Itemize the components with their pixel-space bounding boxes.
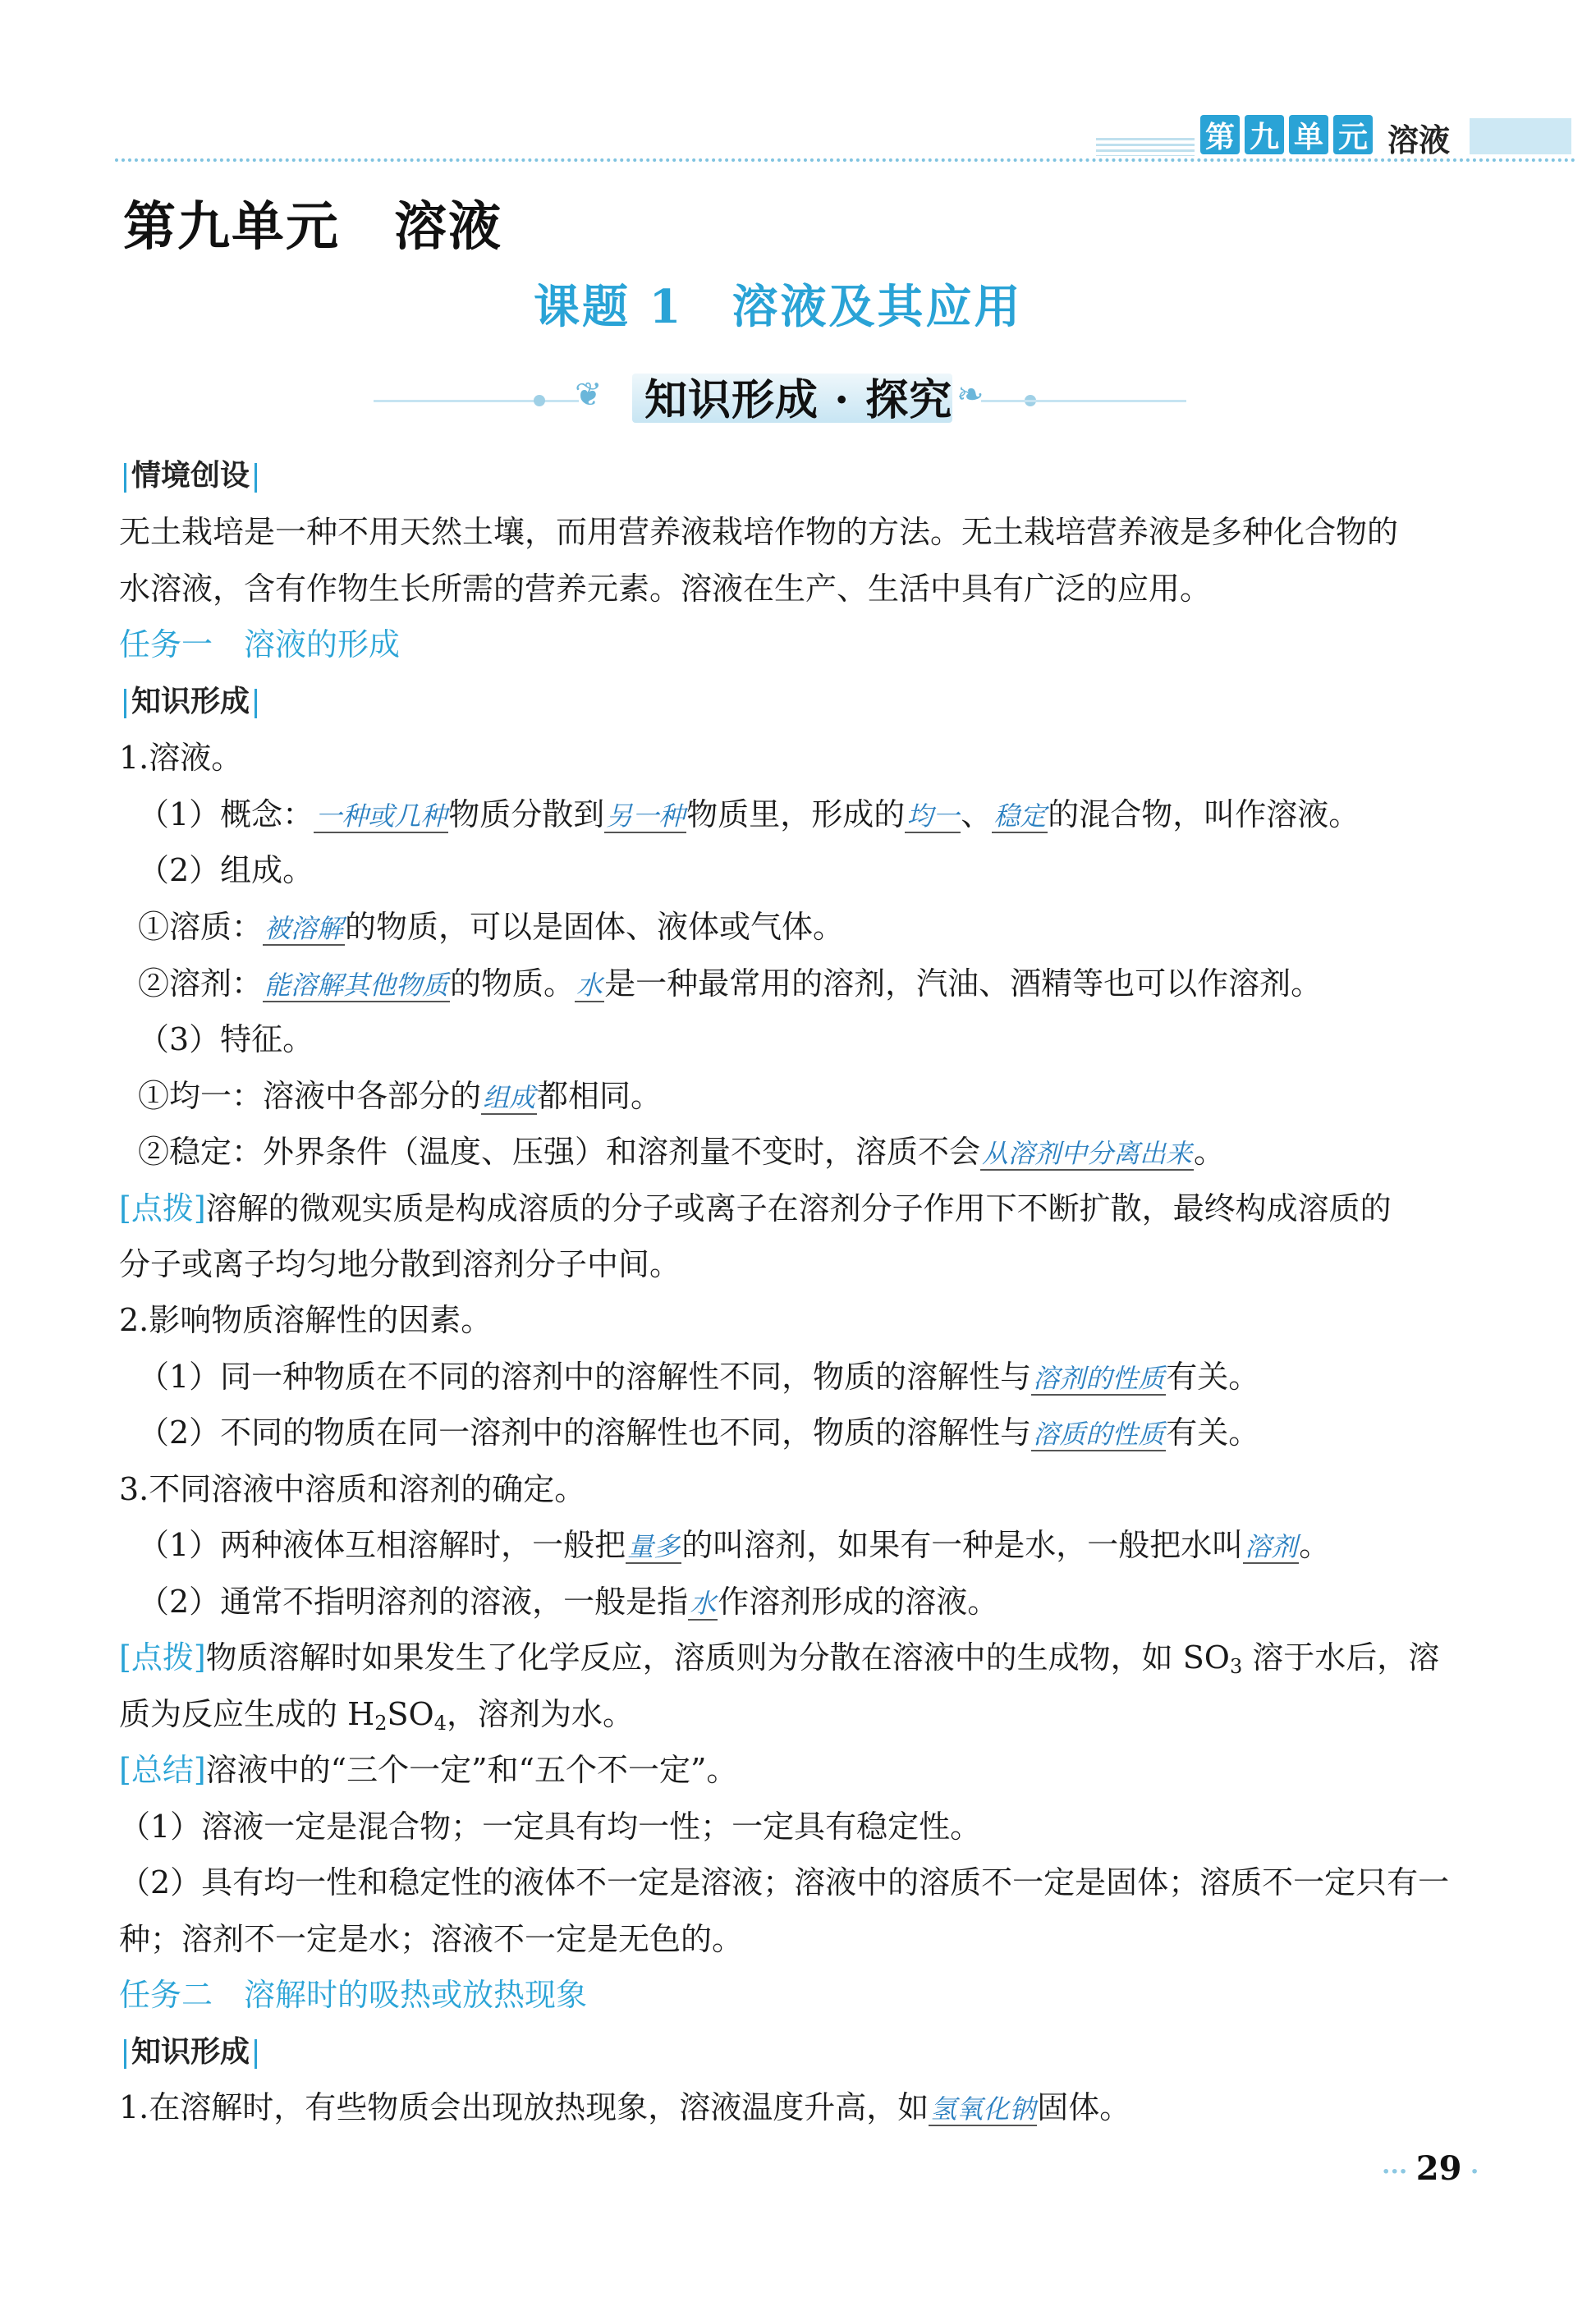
- tag-bar: [255, 689, 257, 718]
- answer-fill: 溶质的性质: [1033, 1419, 1165, 1450]
- answer-fill: 能溶解其他物质: [264, 970, 449, 1001]
- factor-line: （1）同一种物质在不同的溶剂中的溶解性不同，物质的溶解性与溶剂的性质有关。: [138, 1359, 1260, 1395]
- tag-knowledge: [119, 680, 262, 722]
- section-heading: 1.溶液。: [119, 740, 243, 776]
- tip-line: [点拨]溶解的微观实质是构成溶质的分子或离子在溶剂分子作用下不断扩散，最终构成溶质的: [119, 1190, 1392, 1226]
- paragraph-line: （1）溶液一定是混合物；一定具有均一性；一定具有稳定性。: [119, 1809, 982, 1845]
- tag-bar: [124, 463, 126, 493]
- paragraph-line: 分子或离子均匀地分散到溶剂分子中间。: [119, 1246, 681, 1282]
- answer-fill: 一种或几种: [315, 800, 447, 832]
- answer-fill: 量多: [627, 1531, 681, 1562]
- tag-label: 知识形成: [131, 2035, 250, 2069]
- answer-fill: 水: [576, 970, 603, 1001]
- paragraph-line: 水溶液，含有作物生长所需的营养元素。溶液在生产、生活中具有广泛的应用。: [119, 571, 1212, 607]
- swirl-ornament-icon: ❦: [575, 376, 603, 414]
- tag-scenario: [119, 454, 262, 497]
- paragraph-line: 质为反应生成的 $H_2SO_4$，溶剂为水。: [119, 1696, 634, 1735]
- header-unit-char: 单: [1289, 115, 1328, 154]
- tag-bar: [124, 689, 126, 718]
- section-heading: 3.不同溶液中溶质和溶剂的确定。: [119, 1471, 586, 1507]
- tip-tag: [点拨]: [119, 1639, 206, 1676]
- determine-line: （1）两种液体互相溶解时，一般把量多的叫溶剂，如果有一种是水，一般把水叫溶剂。: [138, 1527, 1331, 1563]
- paragraph-line: 种；溶剂不一定是水；溶液不一定是无色的。: [119, 1921, 744, 1957]
- dots-decor-icon: ···: [1382, 2157, 1416, 2186]
- lesson-title: 课题 1 溶液及其应用: [534, 280, 1023, 334]
- composition-heading: （2）组成。: [138, 852, 314, 888]
- header-unit-char: 元: [1333, 115, 1373, 154]
- page-number: [1382, 2149, 1479, 2188]
- solvent-line: ②溶剂：能溶解其他物质的物质。水是一种最常用的溶剂，汽油、酒精等也可以作溶剂。: [138, 965, 1323, 1002]
- summary-tag: [总结]: [119, 1752, 206, 1788]
- answer-fill: 组成: [483, 1082, 536, 1113]
- summary-line: [总结]溶液中的“三个一定”和“五个不一定”。: [119, 1752, 738, 1788]
- answer-fill: 稳定: [993, 800, 1047, 832]
- answer-fill: 从溶剂中分离出来: [982, 1138, 1193, 1169]
- determine-line: （2）通常不指明溶剂的溶液，一般是指水作溶剂形成的溶液。: [138, 1584, 999, 1620]
- banner-rule-left: [374, 400, 579, 402]
- paragraph-line: （2）具有均一性和稳定性的液体不一定是溶液；溶液中的溶质不一定是固体；溶质不一定只有一: [119, 1864, 1450, 1900]
- task-heading: 任务一 溶液的形成: [119, 626, 401, 663]
- answer-fill: 另一种: [606, 800, 686, 832]
- uniform-line: ①均一：溶液中各部分的组成都相同。: [138, 1078, 663, 1114]
- concept-line: （1）概念：一种或几种物质分散到另一种物质里，形成的均一、稳定的混合物，叫作溶液。: [138, 796, 1360, 832]
- factor-line: （2）不同的物质在同一溶剂中的溶解性也不同，物质的溶解性与溶质的性质有关。: [138, 1414, 1260, 1451]
- tip-line: [点拨]物质溶解时如果发生了化学反应，溶质则为分散在溶液中的生成物，如 $SO_3$ 溶于水后，溶: [119, 1639, 1440, 1678]
- answer-fill: 溶剂的性质: [1033, 1363, 1165, 1394]
- task-heading: 任务二 溶解时的吸热或放热现象: [119, 1977, 588, 2013]
- header-unit-topic: 溶液: [1387, 122, 1451, 158]
- solute-line: ①溶质：被溶解的物质，可以是固体、液体或气体。: [138, 909, 845, 945]
- header-decor-lines: [1096, 138, 1195, 156]
- tag-knowledge: [119, 2030, 262, 2073]
- answer-fill: 氢氧化钠: [930, 2093, 1036, 2125]
- tag-label: 知识形成: [131, 685, 250, 718]
- answer-fill: 溶剂: [1245, 1531, 1298, 1562]
- tag-bar: [255, 2039, 257, 2069]
- tag-label: 情境创设: [131, 459, 250, 493]
- unit-title: 第九单元 溶液: [123, 196, 502, 258]
- swirl-ornament-icon: ❧: [956, 376, 984, 414]
- dots-decor-icon: ·: [1461, 2157, 1479, 2186]
- stable-line: ②稳定：外界条件（温度、压强）和溶剂量不变时，溶质不会从溶剂中分离出来。: [138, 1134, 1226, 1170]
- header-dotted-rule: [115, 158, 1576, 162]
- tag-bar: [255, 463, 257, 493]
- paragraph-line: 无土栽培是一种不用天然土壤，而用营养液栽培作物的方法。无土栽培营养液是多种化合物的: [119, 514, 1399, 550]
- header-unit-char: 九: [1245, 115, 1284, 154]
- heat-line: 1.在溶解时，有些物质会出现放热现象，溶液温度升高，如氢氧化钠固体。: [119, 2089, 1131, 2125]
- header-tab-decor: [1470, 118, 1571, 154]
- answer-fill: 水: [690, 1588, 717, 1619]
- page-number-value: 29: [1415, 2149, 1462, 2188]
- section-heading: 2.影响物质溶解性的因素。: [119, 1302, 493, 1338]
- header-unit-char: 第: [1200, 115, 1240, 154]
- header-unit-label: [1200, 115, 1373, 154]
- answer-fill: 被溶解: [264, 913, 344, 944]
- answer-fill: 均一: [906, 800, 960, 832]
- tag-bar: [124, 2039, 126, 2069]
- feature-heading: （3）特征。: [138, 1021, 314, 1057]
- banner-rule-right: [981, 400, 1186, 402]
- banner-dot-icon: [534, 395, 545, 406]
- section-banner: 知识形成 · 探究: [644, 375, 953, 425]
- tip-tag: [点拨]: [119, 1190, 206, 1226]
